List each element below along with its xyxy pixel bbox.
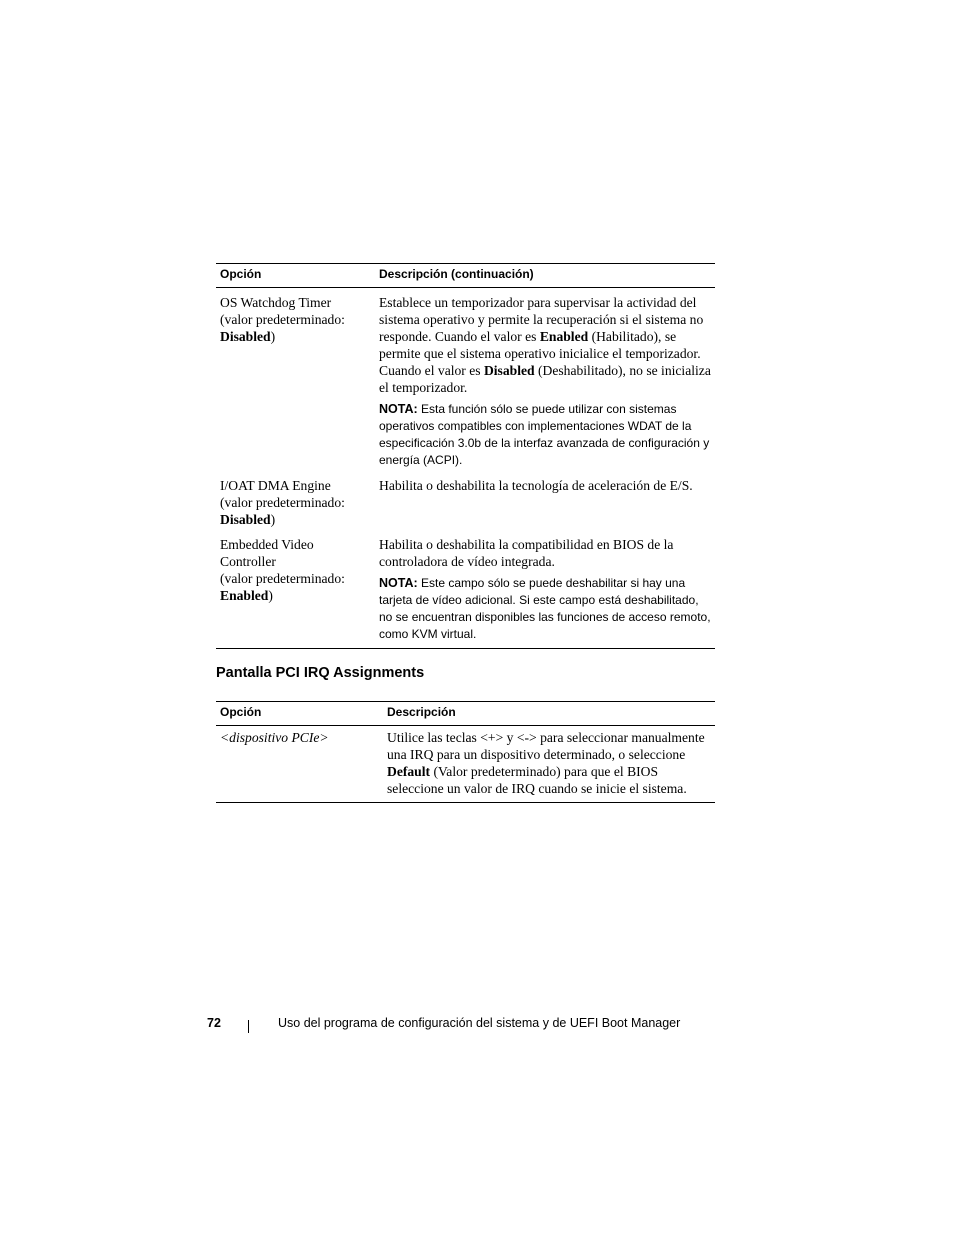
option-name: <dispositivo PCIe> <box>220 730 329 745</box>
option-default-suffix: ) <box>270 329 276 344</box>
note <box>379 575 711 643</box>
page-footer <box>207 1016 727 1034</box>
note-text: Esta función sólo se puede utilizar con sistemas operativos compatibles con implementaciones WDAT de la especificación 3.0b de la interfaz avanzada de configuración y energía (ACPI). <box>379 402 710 467</box>
column-header-description: Descripción <box>383 702 715 726</box>
option-cell <box>216 288 375 470</box>
option-name-line1: Embedded Video <box>220 537 314 552</box>
option-description: Habilita o deshabilita la compatibilidad en BIOS de la controladora de vídeo integrada. <box>379 537 674 569</box>
table-row <box>216 469 715 528</box>
option-default-prefix: (valor predeterminado: <box>220 312 345 327</box>
running-title: Uso del programa de configuración del sistema y de UEFI Boot Manager <box>278 1016 681 1030</box>
option-description: Utilice las teclas <+> y <-> para seleccionar manualmente una IRQ para un dispositivo determinado, o seleccione Default (Valor predeterminado) para que el BIOS seleccione un valor de IRQ cuando se inicie el sistema. <box>387 730 705 796</box>
table-header-row <box>216 702 715 726</box>
pci-irq-assignments-table <box>216 701 715 803</box>
description-cell <box>375 528 715 649</box>
table-row <box>216 726 715 803</box>
option-default-value: Enabled <box>220 588 269 603</box>
option-name-line2: Controller <box>220 554 276 569</box>
section-title: Pantalla PCI IRQ Assignments <box>216 665 425 681</box>
option-default-value: Disabled <box>220 512 271 527</box>
option-name: OS Watchdog Timer <box>220 295 332 310</box>
option-default-suffix: ) <box>270 512 276 527</box>
column-header-option: Opción <box>216 702 383 726</box>
option-name: I/OAT DMA Engine <box>220 478 331 493</box>
option-description: Habilita o deshabilita la tecnología de aceleración de E/S. <box>379 478 693 493</box>
option-default-suffix: ) <box>268 588 273 603</box>
option-cell <box>216 528 375 649</box>
description-cell <box>375 288 715 470</box>
description-cell <box>375 469 715 528</box>
option-description: Establece un temporizador para supervisar la actividad del sistema operativo y permite la recuperación si el sistema no responde. Cuando el valor es Enabled (Habilitado), se permite que el sistema operativo inicialice el temporizador. Cuando el valor es Disabled (Deshabilitado), no se inicializa el temporizador. <box>379 295 711 395</box>
table-row <box>216 288 715 470</box>
option-default-value: Disabled <box>220 329 271 344</box>
note-text: Este campo sólo se puede deshabilitar si hay una tarjeta de vídeo adicional. Si este campo está deshabilitado, no se encuentran disponibles las funciones de acceso remoto, como KVM virtual. <box>379 576 711 641</box>
option-default-prefix: (valor predeterminado: <box>220 495 345 510</box>
table-header-row <box>216 264 715 288</box>
note-label: NOTA: <box>379 576 418 590</box>
footer-separator <box>248 1020 249 1033</box>
page-number: 72 <box>207 1016 221 1030</box>
bios-options-table-continued <box>216 263 715 649</box>
note-label: NOTA: <box>379 402 418 416</box>
option-default-prefix: (valor predeterminado: <box>220 571 345 586</box>
description-cell <box>383 726 715 803</box>
note <box>379 401 711 469</box>
column-header-description: Descripción (continuación) <box>375 264 715 288</box>
column-header-option: Opción <box>216 264 375 288</box>
table-row <box>216 528 715 649</box>
option-cell <box>216 469 375 528</box>
option-cell <box>216 726 383 803</box>
